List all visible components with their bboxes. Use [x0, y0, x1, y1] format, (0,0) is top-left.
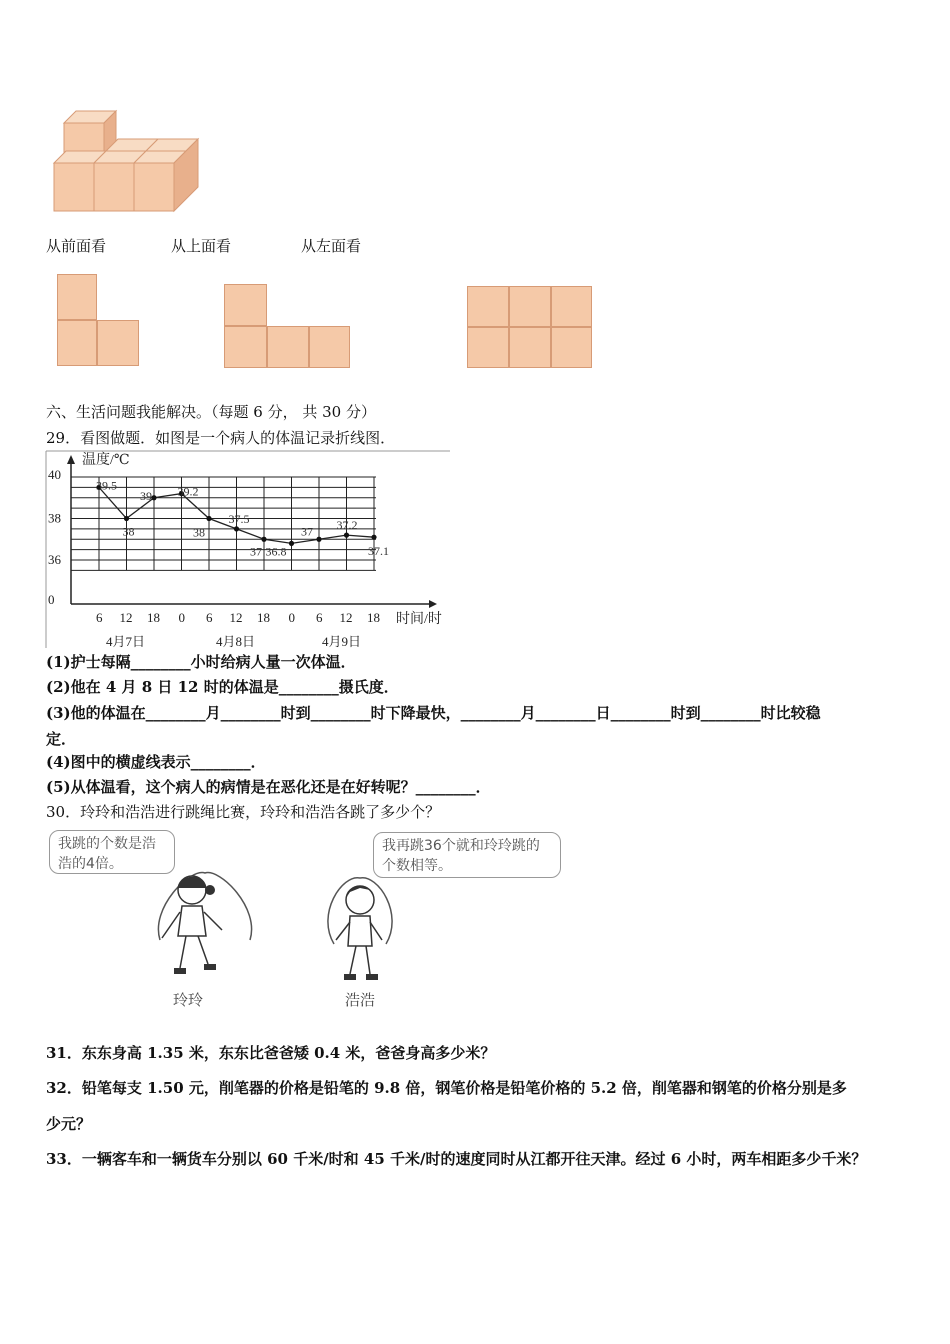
data-point [124, 516, 129, 521]
question-31: 31．东东身高 1.35 米，东东比爸爸矮 0.4 米，爸爸身高多少米？ [46, 1044, 496, 1062]
data-point [261, 537, 266, 542]
x-tick-label: 0 [288, 610, 295, 625]
data-label: 39 [140, 488, 152, 503]
data-point [234, 526, 239, 531]
x-tick-label: 18 [147, 610, 160, 625]
data-label: 39.5 [96, 478, 117, 493]
data-label: 38 [193, 525, 205, 540]
data-label: 37 [301, 524, 313, 539]
x-tick-label: 6 [206, 610, 213, 625]
y-tick-label: 40 [48, 467, 61, 482]
q29-sub3-line2: 定． [46, 730, 77, 748]
left-view-label: 从左面看 [301, 237, 362, 255]
name-haohao: 浩浩 [345, 991, 376, 1009]
bubble-haohao [373, 832, 561, 878]
x-tick-label: 0 [178, 610, 185, 625]
q29-sub3-line1: (3)他的体温在________月________时到________时下降最快，________月________日________时到________时比较稳 [46, 704, 821, 722]
date-label-2: 4月8日 [216, 634, 256, 649]
question-32-line1: 32．铅笔每支 1.50 元，削笔器的价格是铅笔的 9.8 倍，钢笔价格是铅笔价格的 5.2 倍，削笔器和钢笔的价格分别是多 [46, 1079, 847, 1097]
data-point [206, 516, 211, 521]
data-label: 36.8 [265, 544, 287, 559]
date-label-1: 4月7日 [106, 634, 146, 649]
bubble-haohao-text: 我再跳36个就和玲玲跳的个数相等。 [382, 838, 540, 874]
section-heading: 六、生活问题我能解决。（每题 6 分， 共 30 分） [46, 403, 376, 421]
front-view-label: 从前面看 [46, 237, 107, 255]
data-label: 37.5 [228, 511, 250, 526]
data-point [151, 495, 156, 500]
question-33: 33．一辆客车和一辆货车分别以 60 千米/时和 45 千米/时的速度同时从江都开往天津。经过 6 小时，两车相距多少千米？ [46, 1150, 867, 1168]
question-30: 30．玲玲和浩浩进行跳绳比赛，玲玲和浩浩各跳了多少个？ [46, 803, 441, 821]
y-tick-label: 38 [48, 510, 61, 526]
x-tick-label: 6 [96, 610, 103, 625]
cube-figure [50, 105, 205, 215]
data-point [289, 541, 294, 546]
left-view-drawing [466, 285, 594, 369]
temperature-chart [44, 450, 454, 650]
x-tick-label: 6 [316, 610, 323, 625]
data-label: 37.1 [368, 544, 389, 559]
question-32-line2: 少元？ [46, 1115, 92, 1133]
x-tick-label: 18 [257, 610, 270, 625]
date-label-3: 4月9日 [322, 634, 362, 649]
top-view-drawing [222, 282, 352, 370]
y-tick-label: 0 [48, 592, 55, 607]
top-view-label: 从上面看 [171, 237, 232, 255]
data-point [316, 537, 321, 542]
data-label: 38 [122, 524, 135, 539]
x-tick-label: 12 [229, 610, 243, 625]
q29-sub2: (2)他在 4 月 8 日 12 时的体温是________摄氏度． [46, 678, 399, 696]
x-tick-label: 12 [119, 610, 133, 625]
data-point [344, 533, 349, 538]
data-label: 37 [250, 544, 262, 559]
data-label: 39.2 [177, 484, 199, 499]
data-point [371, 535, 376, 540]
q29-sub1: (1)护士每隔________小时给病人量一次体温． [46, 653, 356, 671]
x-tick-label: 18 [367, 610, 380, 625]
y-tick-label: 36 [48, 552, 61, 567]
question-29: 29．看图做题．如图是一个病人的体温记录折线图． [46, 429, 396, 447]
x-axis-label: 时间/时 [396, 612, 442, 627]
front-view-drawing [55, 272, 145, 368]
girl-jumping-rope-figure [150, 868, 260, 988]
q29-sub5: (5)从体温看，这个病人的病情是在恶化还是在好转呢？________． [46, 778, 491, 796]
bubble-lingling-text: 我跳的个数是浩浩的4倍。 [58, 836, 156, 872]
boy-jumping-rope-figure [312, 874, 408, 988]
x-tick-label: 12 [339, 610, 353, 625]
y-axis-label: 温度/℃ [82, 453, 130, 468]
q29-sub4: (4)图中的横虚线表示________． [46, 753, 266, 771]
name-lingling: 玲玲 [173, 991, 204, 1009]
data-label: 37.2 [336, 518, 358, 533]
